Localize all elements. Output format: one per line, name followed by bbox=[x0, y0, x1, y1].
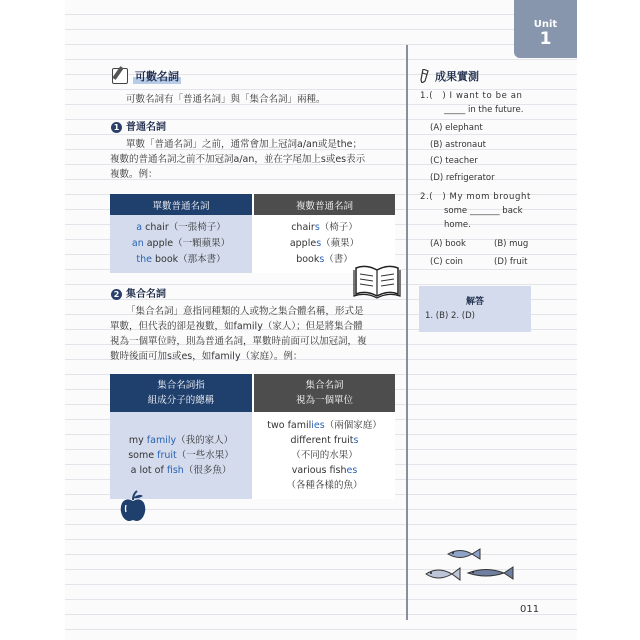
gloss: （兩個家庭） bbox=[324, 420, 382, 431]
gloss: （我的家人） bbox=[176, 435, 234, 446]
table-header-line: 集合名詞指 bbox=[157, 380, 205, 391]
question-1-line: 1.( ) I want to be an bbox=[420, 91, 523, 101]
table-row bbox=[110, 220, 252, 236]
paragraph-2 bbox=[110, 304, 404, 364]
table-header: 單數普通名詞 bbox=[110, 194, 253, 215]
table-cell bbox=[110, 215, 253, 273]
option: (C) teacher bbox=[430, 156, 478, 166]
number-badge-2: 2 bbox=[111, 289, 122, 300]
article-word: the bbox=[136, 254, 152, 265]
table-header-line: 組成分子的總稱 bbox=[147, 395, 215, 406]
pencil-note-icon bbox=[112, 68, 128, 84]
table-cell bbox=[253, 412, 395, 499]
table-row bbox=[254, 448, 395, 463]
option-row bbox=[430, 235, 531, 253]
option: (C) coin bbox=[430, 257, 463, 267]
paragraph-1 bbox=[110, 137, 400, 182]
option: (A) book bbox=[430, 239, 466, 249]
paragraph-2-line: 視為一個單位時，則為普通名詞，單數時前面可以加冠詞，複 bbox=[110, 336, 367, 347]
noun-word: book（那本書） bbox=[151, 254, 226, 265]
table-row bbox=[110, 252, 252, 268]
table-header-line: 集合名詞 bbox=[305, 380, 344, 391]
table-row bbox=[110, 433, 252, 448]
plural-suffix: s bbox=[314, 222, 320, 233]
gloss: （一些水果） bbox=[176, 450, 234, 461]
noun-word: fish bbox=[166, 465, 184, 476]
answer-text: 1. (B) 2. (D) bbox=[425, 311, 475, 321]
question-2-line: home. bbox=[444, 220, 471, 230]
table-row bbox=[110, 448, 252, 463]
plural-suffix: s bbox=[319, 254, 325, 265]
noun-word: two famil bbox=[267, 420, 312, 431]
noun-word: apple（一顆蘋果） bbox=[143, 238, 231, 249]
article-word: an bbox=[131, 238, 144, 249]
subsection-title-2-text: 集合名詞 bbox=[126, 289, 166, 300]
plural-suffix: ies bbox=[311, 420, 325, 431]
pencil-icon bbox=[420, 69, 430, 83]
paragraph-2-line: 「集合名詞」意指同種類的人或物之集合體名稱，形式是 bbox=[126, 306, 364, 317]
option: (A) elephant bbox=[430, 123, 483, 133]
gloss: （蘋果） bbox=[321, 238, 360, 249]
answer-box bbox=[419, 286, 531, 332]
plural-suffix: s bbox=[353, 435, 359, 446]
subsection-title-2 bbox=[111, 285, 166, 300]
noun-word: family bbox=[146, 435, 177, 446]
question-1 bbox=[420, 89, 523, 186]
section-title-text: 可數名詞 bbox=[135, 70, 179, 83]
section-title bbox=[112, 68, 181, 84]
determiner: a lot of bbox=[130, 465, 167, 476]
noun-word: book bbox=[296, 254, 320, 265]
unit-label: Unit bbox=[533, 19, 558, 30]
gloss: （不同的水果） bbox=[291, 450, 358, 461]
answer-title: 解答 bbox=[465, 297, 484, 307]
table-header bbox=[110, 374, 253, 412]
paragraph-1-line: 複數的普通名詞之前不加冠詞a/an，並在字尾加上s或es表示 bbox=[110, 154, 366, 165]
question-2-line: some _______ back bbox=[444, 206, 523, 216]
paragraph-2-line: 數時後面可加s或es，如family（家庭）。例： bbox=[110, 351, 303, 362]
apple-icon bbox=[118, 490, 148, 524]
plural-suffix: es bbox=[346, 465, 358, 476]
column-divider bbox=[406, 45, 408, 620]
page-number: 011 bbox=[520, 604, 540, 615]
unit-number: 1 bbox=[539, 29, 552, 49]
question-2-line: 2.( ) My mom brought bbox=[420, 192, 531, 202]
table-row bbox=[254, 220, 395, 236]
noun-word: chair bbox=[291, 222, 315, 233]
quiz-title-text: 成果實測 bbox=[435, 70, 479, 83]
table-row bbox=[254, 418, 395, 433]
question-1-line: _____ in the future. bbox=[444, 105, 524, 115]
determiner: my bbox=[128, 435, 147, 446]
gloss: （很多魚） bbox=[183, 465, 232, 476]
noun-word: different fruit bbox=[290, 435, 354, 446]
table-row bbox=[254, 433, 395, 448]
table-row bbox=[110, 463, 252, 478]
table-row bbox=[110, 236, 252, 252]
noun-word: chair（一張椅子） bbox=[142, 222, 226, 233]
intro-text: 可數名詞有「普通名詞」與「集合名詞」兩種。 bbox=[126, 94, 326, 105]
number-badge-1: 1 bbox=[111, 122, 122, 133]
collective-noun-table bbox=[110, 374, 395, 499]
table-header: 複數普通名詞 bbox=[253, 194, 395, 215]
question-1-options bbox=[420, 120, 523, 186]
noun-word: fruit bbox=[157, 450, 177, 461]
gloss: （各種各樣的魚） bbox=[286, 480, 363, 491]
fish-icon bbox=[420, 544, 520, 586]
subsection-title-1 bbox=[111, 118, 166, 133]
plural-suffix: s bbox=[316, 238, 322, 249]
table-row bbox=[254, 463, 395, 478]
option: (B) mug bbox=[494, 239, 529, 249]
determiner: some bbox=[128, 450, 158, 461]
paragraph-1-line: 單數「普通名詞」之前，通常會加上冠詞a/an或是the； bbox=[126, 139, 362, 150]
option: (B) astronaut bbox=[430, 139, 486, 150]
unit-tab bbox=[514, 0, 577, 58]
table-row bbox=[254, 236, 395, 252]
noun-word: apple bbox=[289, 238, 317, 249]
question-2-options bbox=[420, 235, 531, 271]
gloss: （書） bbox=[324, 254, 353, 265]
open-book-icon bbox=[352, 262, 402, 300]
table-row bbox=[254, 478, 395, 493]
table-header-line: 視為一個單位 bbox=[295, 395, 353, 406]
subsection-title-1-text: 普通名詞 bbox=[126, 122, 166, 133]
table-header bbox=[253, 374, 395, 412]
question-2 bbox=[420, 190, 531, 271]
noun-word: various fish bbox=[291, 465, 347, 476]
paragraph-2-line: 單數，但代表的卻是複數，如family（家人）；但是將集合體 bbox=[110, 321, 363, 332]
option: (D) fruit bbox=[494, 257, 528, 267]
option: (D) refrigerator bbox=[430, 172, 495, 183]
table-cell bbox=[110, 412, 253, 499]
paragraph-1-line: 複數。例： bbox=[110, 169, 158, 180]
option-row bbox=[430, 253, 531, 271]
quiz-title bbox=[420, 68, 479, 84]
article-word: a bbox=[136, 222, 143, 233]
gloss: （椅子） bbox=[319, 222, 358, 233]
